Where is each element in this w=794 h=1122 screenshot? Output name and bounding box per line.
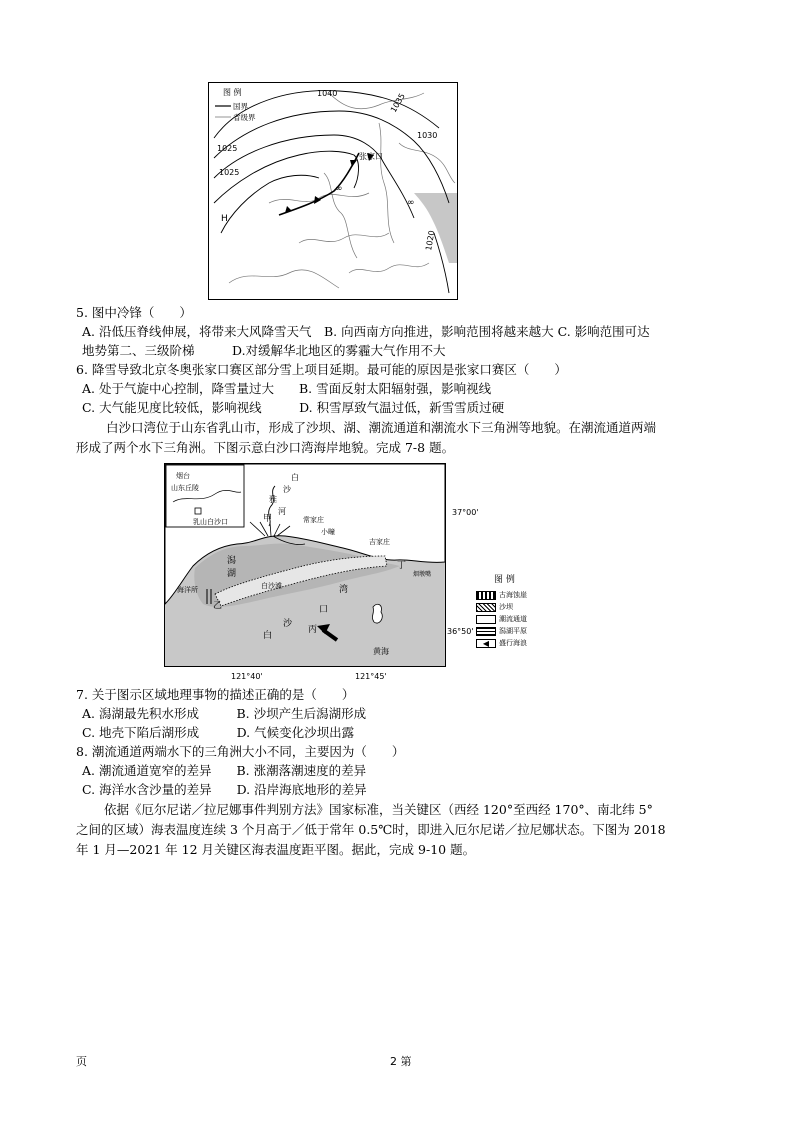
q5-options-c-d: 地势第二、三级阶梯 D.对缓解华北地区的雾霾大气作用不大 — [82, 343, 446, 358]
weather-map — [208, 82, 458, 300]
map1-legend-title: 图 例 — [223, 88, 242, 97]
intro78-line1: 白沙口湾位于山东省乳山市，形成了沙坝、湖、潮流通道和潮流水下三角洲等地貌。在潮流通道两端 — [106, 420, 657, 435]
footer-page-number: 2 第 — [390, 1055, 412, 1068]
label-sha1: 沙 — [283, 485, 291, 494]
q7-options-ab: A. 潟湖最先积水形成 B. 沙坝产生后潟湖形成 — [82, 706, 367, 721]
isobar-label: 1025 — [217, 144, 238, 153]
legend2-sandbar: 沙坝 — [499, 603, 513, 611]
label-he: 河 — [278, 507, 286, 516]
lat-36-50: 36°50' — [447, 627, 474, 636]
q5-stem: 5. 图中冷锋（ ） — [76, 305, 192, 320]
label-bai1: 白 — [291, 473, 299, 482]
wave-legend-icon: ◀ — [476, 639, 496, 648]
q6-options-ab: A. 处于气旋中心控制，降雪量过大 B. 雪面反射太阳辐射强，影响视线 — [82, 381, 492, 396]
channel-legend-icon — [476, 615, 496, 624]
label-bing: 丙 — [308, 625, 318, 635]
inset-yantai: 烟台 — [176, 472, 190, 480]
label-wan: 湾 — [339, 585, 349, 595]
label-jijiazhuang: 吉家庄 — [369, 538, 390, 546]
lon-121-40: 121°40' — [231, 672, 263, 681]
q8-options-ab: A. 潮流通道宽窄的差异 B. 涨潮落潮速度的差异 — [82, 763, 367, 778]
q6-options-cd: C. 大气能见度比较低，影响视线 D. 积雪厚致气温过低，新雪雪质过硬 — [82, 400, 505, 415]
label-jia: 甲 — [263, 514, 273, 524]
isobar-label: 1030 — [417, 131, 438, 140]
isobar-label: 1025 — [219, 168, 240, 177]
inset-shandong: 山东丘陵 — [171, 484, 199, 492]
label-huanghai: 黄海 — [373, 647, 389, 656]
sandbar-legend-icon — [476, 603, 496, 612]
label-ya: 雅 — [269, 495, 277, 504]
label-baishatan: 白沙滩 — [261, 582, 282, 590]
label-sha2: 沙 — [283, 619, 293, 629]
inset-rushan: 乳山白沙口 — [193, 518, 228, 526]
q7-stem: 7. 关于图示区域地理事物的描述正确的是（ ） — [76, 687, 355, 702]
q5-options-a-c: A. 沿低压脊线伸展，将带来大风降雪天气 B. 向西南方向推进，影响范围将越来越大 C. 影响范围可达 — [82, 324, 650, 339]
legend2-title: 图 例 — [494, 575, 515, 585]
q7-options-cd: C. 地壳下陷后湖形成 D. 气候变化沙坝出露 — [82, 725, 355, 740]
label-hu: 湖 — [227, 569, 237, 579]
high-pressure-label: H — [221, 214, 228, 224]
front-triangle-icon — [285, 206, 292, 213]
legend2-cliff: 古海蚀崖 — [499, 591, 527, 599]
legend2-channel: 潮流通道 — [499, 615, 527, 623]
q6-stem: 6. 降雪导致北京冬奥张家口赛区部分雪上项目延期。最可能的原因是张家口赛区（ ） — [76, 362, 567, 377]
q8-options-cd: C. 海洋水含沙量的差异 D. 沿岸海底地形的差异 — [82, 782, 367, 797]
bay-map-svg — [165, 464, 445, 666]
bay-map-legend — [476, 572, 556, 649]
intro910-line1: 依据《厄尔尼诺／拉尼娜事件判别方法》国家标准，当关键区（西经 120°至西经 170°、南北纬 5° — [104, 802, 653, 817]
fog-symbol-icon: ∞ — [407, 198, 415, 208]
label-kou: 口 — [319, 605, 329, 615]
isobar-label: 1020 — [424, 229, 437, 252]
label-ding: 丁 — [397, 561, 407, 571]
intro910-line3: 年 1 月—2021 年 12 月关键区海表温度距平图。据此，完成 9-10 题。 — [76, 842, 476, 857]
cliff-legend-icon — [476, 591, 496, 600]
map1-legend-national: 国界 — [233, 102, 248, 111]
q8-stem: 8. 潮流通道两端水下的三角洲大小不同，主要因为（ ） — [76, 744, 405, 759]
fog-symbol-icon: ∞ — [335, 184, 343, 194]
lagoon-plain-legend-icon — [476, 627, 496, 636]
lon-121-45: 121°45' — [355, 672, 387, 681]
label-bai2: 白 — [263, 631, 273, 641]
weather-map-svg — [209, 83, 457, 299]
label-xiaotuan: 小疃 — [321, 528, 335, 536]
label-yandunzui: 烟墩嘴 — [413, 571, 432, 578]
intro910-line2: 之间的区域）海表温度连续 3 个月高于／低于常年 0.5℃时，即进入厄尔尼诺／拉尼娜状态。下图为 2018 — [76, 822, 666, 837]
map1-legend-province: 省级界 — [233, 113, 256, 122]
isobar-label: 1040 — [317, 89, 338, 98]
intro78-line2: 形成了两个水下三角洲。下图示意白沙口湾海岸地貌。完成 7-8 题。 — [76, 440, 455, 455]
lat-37: 37°00' — [452, 508, 479, 517]
label-yi: 乙 — [213, 601, 223, 611]
city-label: 张家口 — [359, 152, 383, 161]
isobar-label: 1035 — [388, 91, 407, 114]
label-changjiazhuang: 常家庄 — [303, 516, 324, 524]
legend2-wave: 盛行海浪 — [499, 639, 527, 647]
label-haiyangsuo: 海洋所 — [177, 586, 198, 594]
bay-map — [164, 463, 446, 667]
label-xi: 潟 — [227, 556, 237, 566]
legend2-lagoon-plain: 潟湖平原 — [499, 627, 527, 635]
footer-left: 页 — [76, 1055, 87, 1068]
